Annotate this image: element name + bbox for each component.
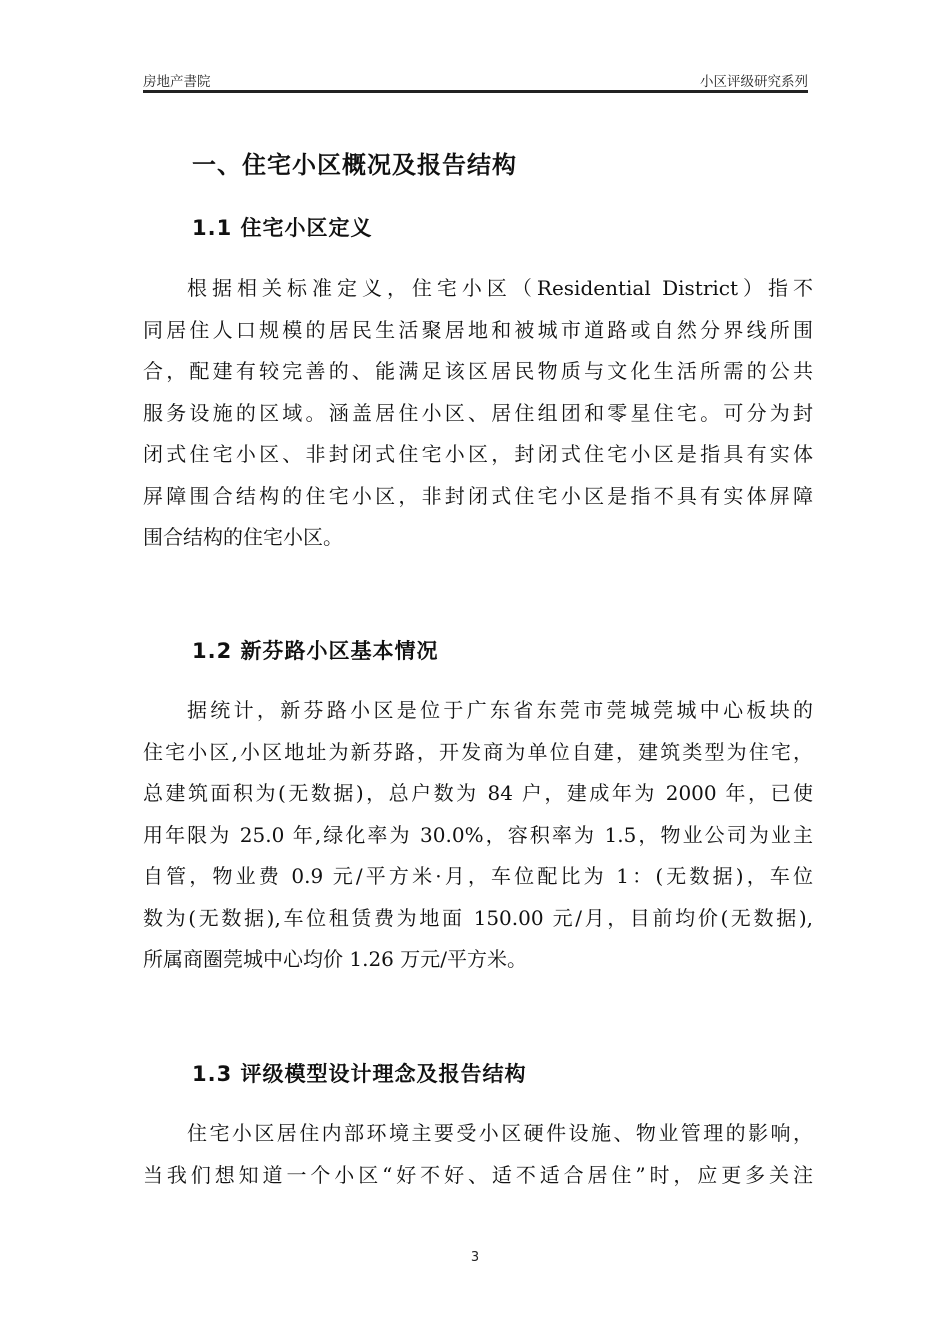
paragraph-line: 住宅小区居住内部环境主要受小区硬件设施、物业管理的影响， xyxy=(187,1121,813,1145)
paragraph-line: 总建筑面积为(无数据)，总户数为 84 户，建成年为 2000 年，已使 xyxy=(143,781,813,805)
paragraph-line: 所属商圈莞城中心均价 1.26 万元/平方米。 xyxy=(143,947,527,971)
paragraph-line: 据统计，新芬路小区是位于广东省东莞市莞城莞城中心板块的 xyxy=(187,698,813,722)
paragraph-line: 住宅小区,小区地址为新芬路，开发商为单位自建，建筑类型为住宅， xyxy=(143,739,813,764)
paragraph-line: 服务设施的区域。涵盖居住小区、居住组团和零星住宅。可分为封 xyxy=(143,400,813,425)
section-1-3-paragraph xyxy=(143,1113,813,1196)
paragraph-line: 屏障围合结构的住宅小区，非封闭式住宅小区是指不具有实体屏障 xyxy=(143,483,813,508)
paragraph-line: 闭式住宅小区、非封闭式住宅小区，封闭式住宅小区是指具有实体 xyxy=(143,442,813,466)
section-1-2-paragraph xyxy=(143,690,813,981)
paragraph-line: 合，配建有较完善的、能满足该区居民物质与文化生活所需的公共 xyxy=(143,359,813,383)
paragraph-line: 当我们想知道一个小区“好不好、适不适合居住”时，应更多关注 xyxy=(143,1162,813,1187)
chapter-title: 一、住宅小区概况及报告结构 xyxy=(192,151,517,179)
section-title-1-3: 1.3 评级模型设计理念及报告结构 xyxy=(192,1062,527,1086)
paragraph-line: 数为(无数据),车位租赁费为地面 150.00 元/月，目前均价(无数据), xyxy=(143,905,813,930)
page-header xyxy=(143,68,808,93)
paragraph-line: 根据相关标准定义，住宅小区（Residential District）指不 xyxy=(187,276,813,300)
paragraph-line: 同居住人口规模的居民生活聚居地和被城市道路或自然分界线所围 xyxy=(143,317,813,342)
paragraph-line: 围合结构的住宅小区。 xyxy=(143,525,343,549)
section-1-1-paragraph xyxy=(143,268,813,559)
header-series: 小区评级研究系列 xyxy=(700,74,808,90)
paragraph-line: 用年限为 25.0 年,绿化率为 30.0%，容积率为 1.5，物业公司为业主 xyxy=(143,822,813,847)
page-number: 3 xyxy=(470,1250,480,1265)
paragraph-line: 自管，物业费 0.9 元/平方米·月，车位配比为 1：(无数据)，车位 xyxy=(143,864,813,888)
section-title-1-2: 1.2 新芬路小区基本情况 xyxy=(192,639,439,663)
header-publisher: 房地产書院 xyxy=(143,74,211,90)
section-title-1-1: 1.1 住宅小区定义 xyxy=(192,216,373,240)
